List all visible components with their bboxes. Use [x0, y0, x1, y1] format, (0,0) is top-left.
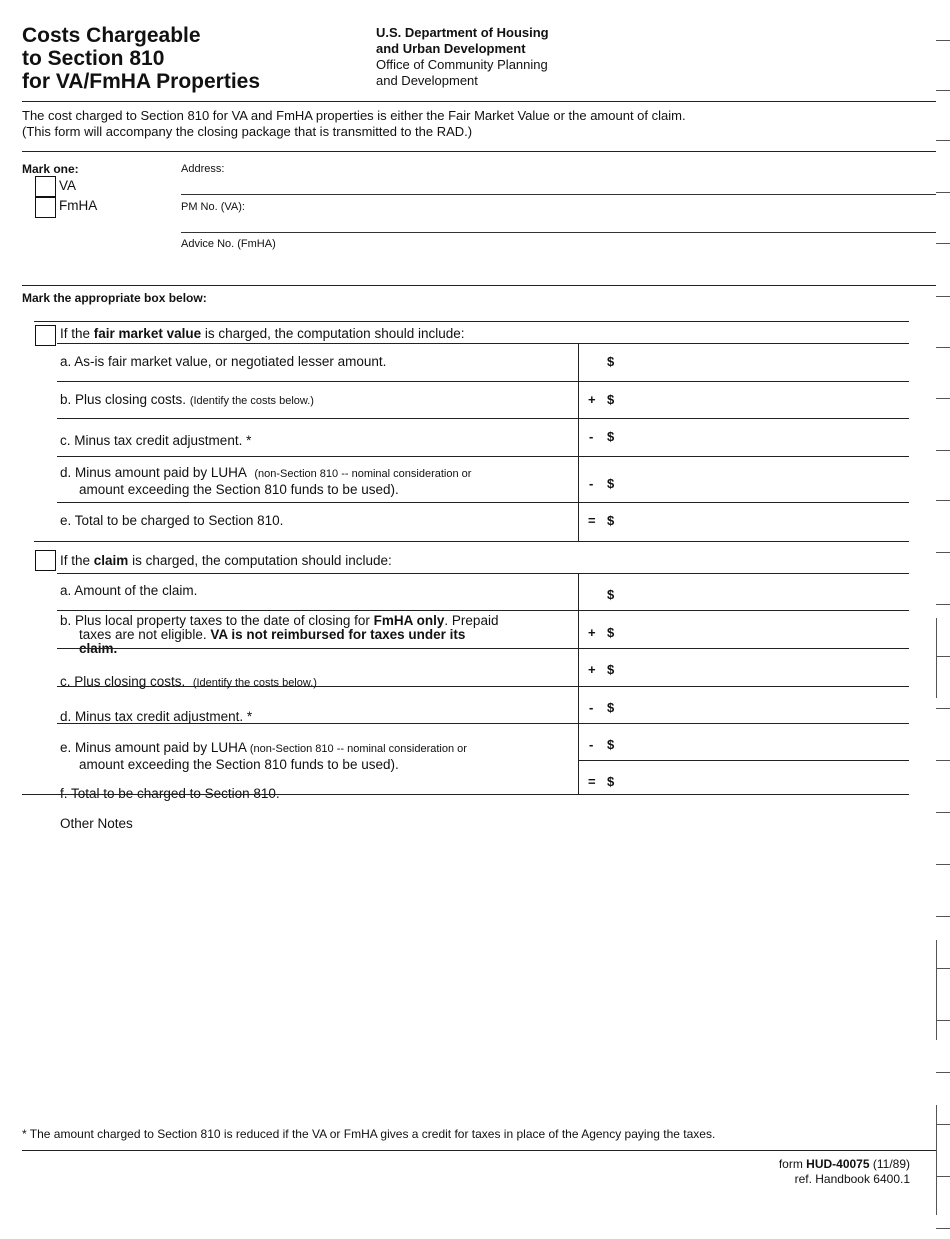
claim-row-b-post: . Prepaid [444, 613, 499, 628]
claim-row-e-label: e. Minus amount paid by LUHA [60, 740, 247, 755]
intro-line-2: (This form will accompany the closing package that is transmitted to the RAD.) [22, 124, 473, 139]
pm-no-field[interactable] [181, 232, 936, 233]
claim-row-e [60, 740, 467, 755]
fmv-row-d-currency: $ [607, 476, 615, 491]
claim-row-c-note: (Identify the costs below.) [192, 677, 317, 689]
mark-one-label: Mark one: [22, 162, 79, 176]
fmha-option-label: FmHA [59, 198, 98, 213]
edge-mark [936, 812, 950, 813]
claim-row-b-line3: claim. [79, 641, 118, 656]
fmv-intro-post: is charged, the computation should include: [201, 326, 465, 341]
claim-row-b-bold: FmHA only [373, 613, 445, 628]
fmv-intro-bold: fair market value [93, 326, 202, 341]
fmv-row-e-op: = [588, 513, 596, 528]
edge-mark [936, 1020, 950, 1021]
fmv-row-b-note: (Identify the costs below.) [189, 395, 314, 407]
title-line-2: to Section 810 [22, 47, 165, 70]
fmv-row-a-line [57, 381, 909, 382]
fmv-row-b-label: b. Plus closing costs. [60, 392, 187, 407]
edge-mark [936, 552, 950, 553]
agency-line-1: U.S. Department of Housing [376, 25, 549, 40]
fmv-row-a-label: a. As-is fair market value, or negotiated lesser amount. [60, 354, 387, 369]
form-reference: ref. Handbook 6400.1 [794, 1172, 910, 1186]
intro-line-1: The cost charged to Section 810 for VA and FmHA properties is either the Fair Market Value or the amount of claim. [22, 108, 686, 123]
fmv-row-d-note: (non-Section 810 -- nominal consideration or [254, 468, 472, 480]
claim-row-a-label: a. Amount of the claim. [60, 583, 198, 598]
claim-intro [60, 553, 392, 568]
fmv-top-line [34, 321, 909, 322]
fmv-row-b-op: + [588, 392, 596, 407]
fmv-row-b-line [57, 418, 909, 419]
va-option-label: VA [59, 178, 77, 193]
claim-row-e-line [578, 760, 909, 761]
other-notes-label: Other Notes [60, 816, 133, 831]
edge-mark [936, 398, 950, 399]
edge-mark [936, 864, 950, 865]
fmv-row-d [60, 465, 471, 480]
fmv-bottom-line [34, 541, 909, 542]
claim-row-b-line [57, 648, 909, 649]
claim-row-f-op: = [588, 774, 596, 789]
address-label: Address: [181, 163, 225, 175]
claim-row-e-currency: $ [607, 737, 615, 752]
edge-mark [936, 296, 950, 297]
edge-mark [936, 916, 950, 917]
claim-row-d-currency: $ [607, 700, 615, 715]
title-line-1: Costs Chargeable [22, 24, 201, 47]
fmv-row-d-label: d. Minus amount paid by LUHA [60, 465, 247, 480]
fmv-checkbox[interactable] [35, 325, 56, 346]
fmv-row-c-label: c. Minus tax credit adjustment. * [60, 433, 252, 448]
fmv-row-a-currency: $ [607, 354, 615, 369]
edge-mark [936, 656, 950, 657]
scan-edge-marks [936, 0, 950, 1239]
edge-mark [936, 760, 950, 761]
edge-mark [936, 1072, 950, 1073]
fmv-row-b [60, 392, 314, 407]
form-id [779, 1157, 910, 1172]
edge-mark [936, 90, 950, 91]
claim-bottom-line [22, 794, 909, 795]
fmv-row-e-label: e. Total to be charged to Section 810. [60, 513, 284, 528]
form-prefix: form [778, 1157, 807, 1171]
edge-mark [936, 1176, 950, 1177]
edge-bracket [936, 618, 937, 698]
edge-mark [936, 968, 950, 969]
edge-mark [936, 140, 950, 141]
form-date: (11/89) [869, 1157, 910, 1171]
fmv-intro [60, 326, 465, 341]
claim-row-d-label: d. Minus tax credit adjustment. * [60, 709, 253, 724]
fmv-row-c-currency: $ [607, 429, 615, 444]
title-line-3: for VA/FmHA Properties [22, 70, 261, 93]
claim-intro-pre: If the [60, 553, 94, 568]
claim-row-b-line2-pre: taxes are not eligible. [79, 627, 211, 642]
claim-row-b-line2-bold: VA is not reimbursed for taxes under its [210, 627, 466, 642]
footer-divider [22, 1150, 936, 1151]
claim-row-e-op: - [589, 737, 594, 752]
claim-row-e-note: (non-Section 810 -- nominal consideration or [249, 743, 467, 755]
claim-row-d-op: - [589, 700, 594, 715]
claim-row-a-currency: $ [607, 587, 615, 602]
edge-mark [936, 1124, 950, 1125]
claim-row-b-currency: $ [607, 625, 615, 640]
claim-row-c-currency: $ [607, 662, 615, 677]
edge-mark [936, 708, 950, 709]
advice-no-label: Advice No. (FmHA) [181, 238, 276, 250]
intro-text [22, 108, 686, 140]
agency-line-2: and Urban Development [376, 41, 526, 56]
va-checkbox[interactable] [35, 176, 56, 197]
address-field[interactable] [181, 194, 936, 195]
fmv-row-d-note2: amount exceeding the Section 810 funds to be used). [79, 482, 399, 497]
claim-row-c-label: c. Plus closing costs. [60, 674, 186, 689]
claim-checkbox[interactable] [35, 550, 56, 571]
claim-row-f-label: f. Total to be charged to Section 810. [60, 786, 280, 801]
claim-intro-post: is charged, the computation should include: [128, 553, 392, 568]
claim-intro-bold: claim [93, 553, 129, 568]
fmha-checkbox[interactable] [35, 197, 56, 218]
edge-mark [936, 500, 950, 501]
agency-block [376, 25, 549, 89]
claim-header-line [57, 573, 909, 574]
edge-mark [936, 243, 950, 244]
footnote: * The amount charged to Section 810 is reduced if the VA or FmHA gives a credit for taxes in place of the Agency paying the taxes. [22, 1127, 716, 1141]
edge-bracket [936, 1105, 937, 1215]
mark-box-label: Mark the appropriate box below: [22, 291, 207, 305]
fmv-header-line [57, 343, 909, 344]
fmv-row-d-line [57, 502, 909, 503]
other-notes-area[interactable] [60, 836, 910, 1116]
fmv-row-e-currency: $ [607, 513, 615, 528]
form-info [779, 1157, 910, 1187]
form-title [22, 24, 260, 93]
claim-row-c-op: + [588, 662, 596, 677]
edge-mark [936, 347, 950, 348]
fields-divider [22, 285, 936, 286]
claim-row-e-note2: amount exceeding the Section 810 funds to be used). [79, 757, 399, 772]
edge-mark [936, 40, 950, 41]
claim-row-b-line1 [60, 613, 498, 628]
form-number: HUD-40075 [806, 1157, 870, 1171]
fmv-row-b-currency: $ [607, 392, 615, 407]
claim-row-f-currency: $ [607, 774, 615, 789]
fmv-row-c-op: - [589, 429, 594, 444]
intro-divider [22, 151, 936, 152]
agency-line-4: and Development [376, 73, 478, 88]
fmv-row-d-op: - [589, 476, 594, 491]
fmv-amount-column-divider [578, 343, 579, 541]
agency-line-3: Office of Community Planning [376, 57, 548, 72]
claim-row-b-op: + [588, 625, 596, 640]
edge-mark [936, 450, 950, 451]
edge-mark [936, 192, 950, 193]
fmv-intro-pre: If the [60, 326, 94, 341]
claim-row-b-pre: b. Plus local property taxes to the date of closing for [60, 613, 374, 628]
edge-mark [936, 1228, 950, 1229]
claim-row-b-line2 [79, 627, 465, 642]
edge-mark [936, 604, 950, 605]
claim-row-a-line [57, 610, 909, 611]
claim-row-d-line [57, 723, 909, 724]
header-divider [22, 101, 936, 102]
pm-no-label: PM No. (VA): [181, 201, 245, 213]
fmv-row-c-line [57, 456, 909, 457]
edge-bracket [936, 940, 937, 1040]
claim-row-c-line [57, 686, 909, 687]
